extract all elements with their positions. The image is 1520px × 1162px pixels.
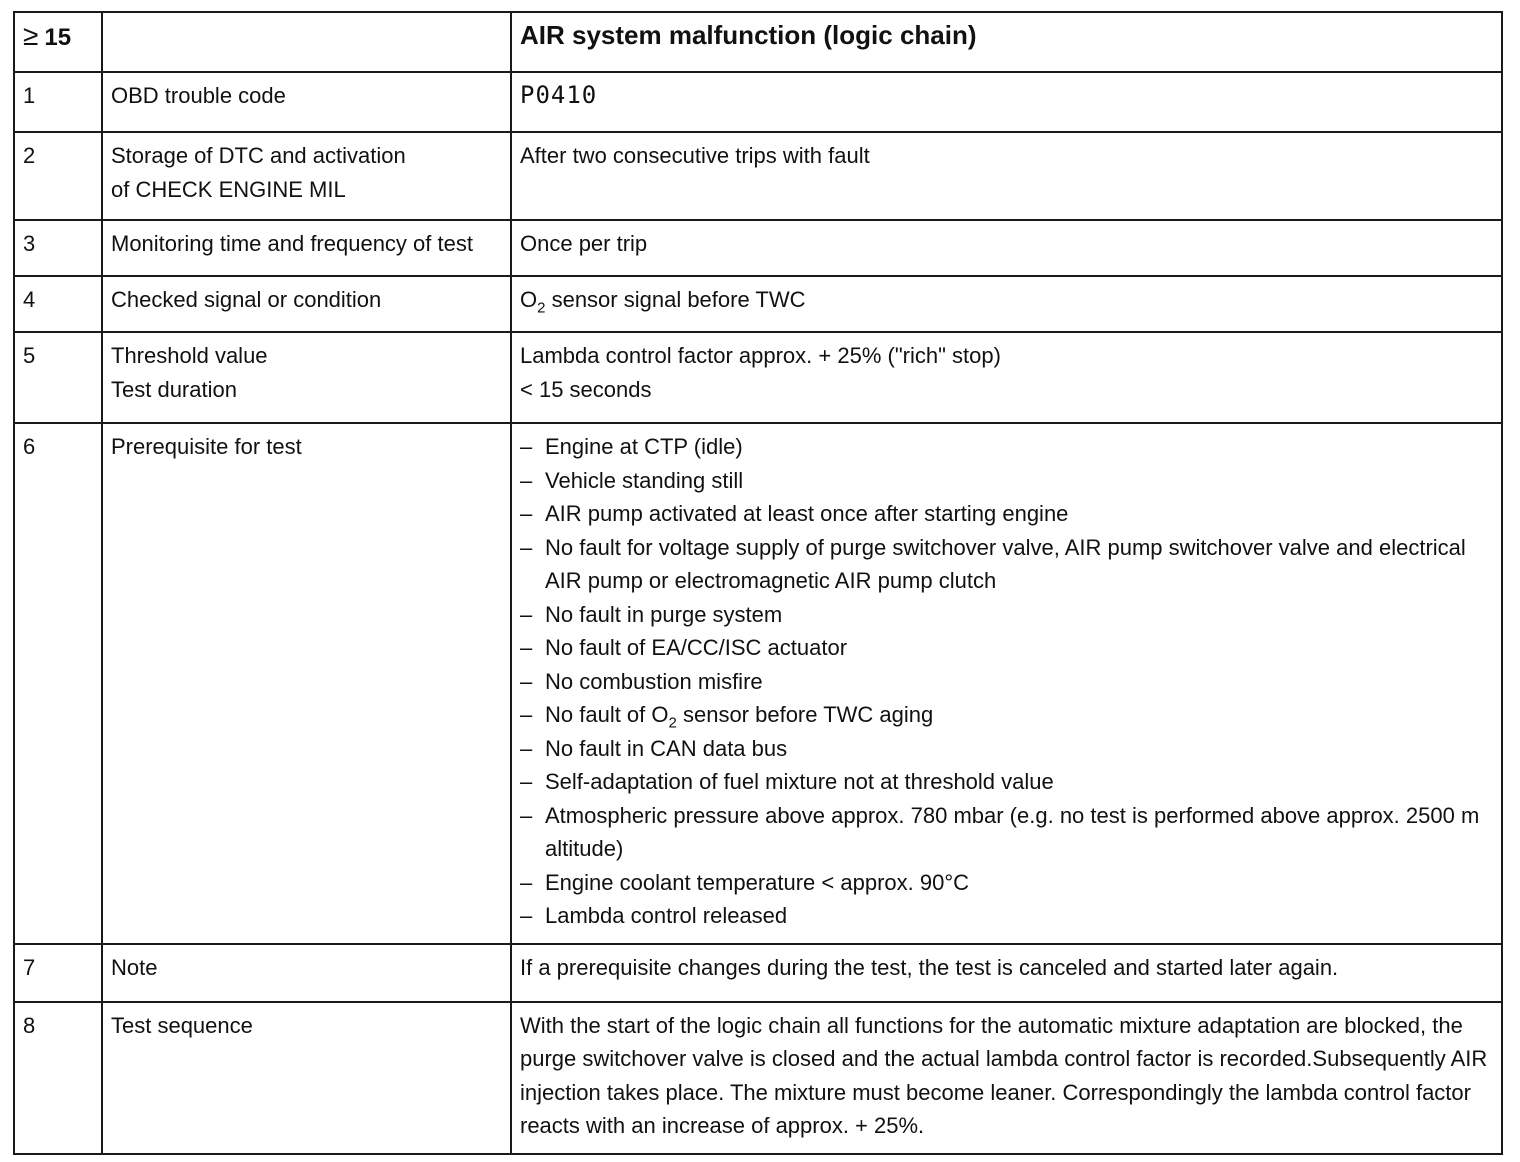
row-label: Note	[102, 944, 511, 1002]
value-duration: < 15 seconds	[520, 376, 652, 402]
table-row	[14, 944, 1502, 1002]
row-number: 2	[14, 132, 102, 220]
list-item: – No fault in CAN data bus	[520, 732, 1493, 766]
item-subscript: 2	[668, 714, 677, 732]
item-suffix: sensor before TWC aging	[676, 702, 934, 727]
list-item: – No combustion misfire	[520, 665, 1493, 699]
value-subscript: 2	[537, 299, 546, 317]
row-value	[511, 332, 1502, 423]
header-title-cell	[511, 12, 1502, 72]
list-item: – Engine coolant temperature < approx. 90°C	[520, 866, 1493, 900]
label-duration: Test duration	[111, 376, 237, 402]
page-title: AIR system malfunction (logic chain)	[520, 20, 977, 50]
row-number: 6	[14, 423, 102, 944]
row-label: OBD trouble code	[102, 72, 511, 132]
list-item: – No fault for voltage supply of purge switchover valve, AIR pump switchover valve and electrical AIR pump or electromagnetic AIR pump clutch	[520, 531, 1493, 598]
row-number: 5	[14, 332, 102, 423]
value-prefix: O	[520, 287, 538, 312]
obd-code: P0410	[520, 81, 598, 109]
row-number: 8	[14, 1002, 102, 1154]
table-row	[14, 276, 1502, 332]
row-number: 3	[14, 220, 102, 276]
item-prefix: No fault of O	[545, 702, 669, 727]
row-value: If a prerequisite changes during the test, the test is canceled and started later again.	[511, 944, 1502, 1002]
table-row	[14, 332, 1502, 423]
list-item: – Lambda control released	[520, 899, 1493, 933]
list-item: – No fault of EA/CC/ISC actuator	[520, 631, 1493, 665]
table-header-row	[14, 12, 1502, 72]
row-number: 1	[14, 72, 102, 132]
section-number-cell	[14, 12, 102, 72]
row-value	[511, 276, 1502, 332]
row-number: 4	[14, 276, 102, 332]
row-value	[511, 423, 1502, 944]
table-row	[14, 423, 1502, 944]
label-threshold: Threshold value	[111, 343, 268, 368]
table-row	[14, 72, 1502, 132]
row-value: Once per trip	[511, 220, 1502, 276]
list-item: – Vehicle standing still	[520, 464, 1493, 498]
row-label: Prerequisite for test	[102, 423, 511, 944]
row-value: After two consecutive trips with fault	[511, 132, 1502, 220]
list-item: – Self-adaptation of fuel mixture not at threshold value	[520, 765, 1493, 799]
list-item: – No fault in purge system	[520, 598, 1493, 632]
row-value: With the start of the logic chain all functions for the automatic mixture adaptation are blocked, the purge switchover valve is closed and the actual lambda control factor is recorded.Subsequently AIR injection takes place. The mixture must become leaner. Correspondingly the lambda control factor reacts with an increase of approx. + 25%.	[511, 1002, 1502, 1154]
value-suffix: sensor signal before TWC	[545, 287, 806, 312]
list-item: – Atmospheric pressure above approx. 780 mbar (e.g. no test is performed above approx. 2500 m altitude)	[520, 799, 1493, 866]
row-label	[102, 332, 511, 423]
list-item	[520, 698, 1493, 732]
row-value	[511, 72, 1502, 132]
section-number: 15	[44, 24, 72, 51]
header-empty-cell	[102, 12, 511, 72]
value-threshold: Lambda control factor approx. + 25% ("rich" stop)	[520, 343, 1001, 368]
row-label: Storage of DTC and activation of CHECK ENGINE MIL	[102, 132, 511, 220]
list-item: – Engine at CTP (idle)	[520, 430, 1493, 464]
row-label: Test sequence	[102, 1002, 511, 1154]
table-row	[14, 1002, 1502, 1154]
row-number: 7	[14, 944, 102, 1002]
table-row	[14, 220, 1502, 276]
row-label: Checked signal or condition	[102, 276, 511, 332]
greater-equal-symbol: ≥	[23, 20, 39, 51]
diagnostic-table	[13, 11, 1503, 1155]
row-label: Monitoring time and frequency of test	[102, 220, 511, 276]
list-item: – AIR pump activated at least once after starting engine	[520, 497, 1493, 531]
prerequisite-list	[520, 430, 1493, 933]
table-row	[14, 132, 1502, 220]
